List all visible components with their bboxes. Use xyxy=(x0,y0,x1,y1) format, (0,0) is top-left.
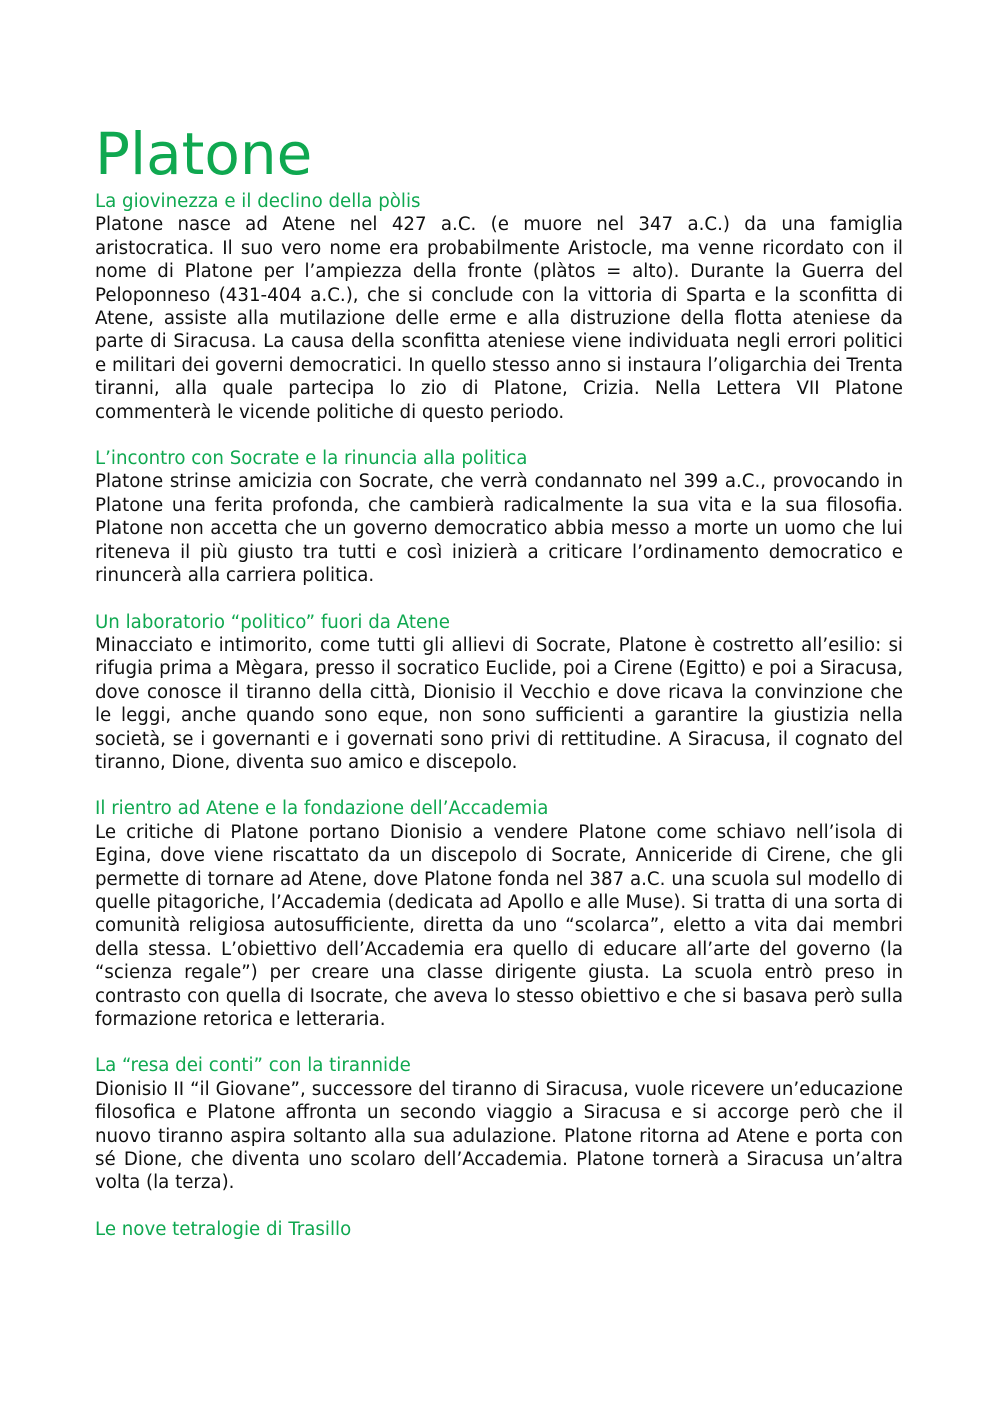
section-heading: La “resa dei conti” con la tirannide xyxy=(95,1055,411,1077)
section-paragraph: Platone nasce ad Atene nel 427 a.C. (e muore nel 347 a.C.) da una famiglia aristocratica. Il suo vero nome era probabilmente Aristocle, ma venne ricordato con il nome di Platone per l’ampiezza della fronte (plàtos = alto). Durante la Guerra del Peloponneso (431-404 a.C.), che si conclude con la vittoria di Sparta e la sconfitta di Atene, assiste alla mutilazione delle erme e alla distruzione della flotta ateniese da parte di Siracusa. La causa della sconfitta ateniese viene individuata negli errori politici e militari dei governi democratici. In quello stesso anno si instaura l’oligarchia dei Trenta tiranni, alla quale partecipa lo zio di Platone, Crizia. Nella Lettera VII Platone commenterà le vicende politiche di questo periodo. xyxy=(95,214,903,423)
section-heading: Le nove tetralogie di Trasillo xyxy=(95,1218,352,1240)
section-accademia xyxy=(95,797,903,1031)
section-laboratorio xyxy=(95,611,903,775)
section-tirannide xyxy=(95,1054,903,1194)
section-socrate xyxy=(95,447,903,587)
section-heading: La giovinezza e il declino della pòlis xyxy=(95,191,421,212)
page-title: Platone xyxy=(95,120,313,188)
section-paragraph: Minacciato e intimorito, come tutti gli allievi di Socrate, Platone è costretto all’esilio: si rifugia prima a Mègara, presso il socratico Euclide, poi a Cirene (Egitto) e poi a Siracusa, dove conosce il tiranno della città, Dionisio il Vecchio e dove ricava la convinzione che le leggi, anche quando sono eque, non sono sufficienti a garantire la giustizia nella società, se i governanti e i governati sono privi di rettitudine. A Siracusa, il cognato del tiranno, Dione, diventa suo amico e discepolo. xyxy=(95,634,903,773)
section-paragraph: Le critiche di Platone portano Dionisio a vendere Platone come schiavo nell’isola di Egina, dove viene riscattato da un discepolo di Socrate, Anniceride di Cirene, che gli permette di tornare ad Atene, dove Platone fonda nel 387 a.C. una scuola sul modello di quelle pitagoriche, l’Accademia (dedicata ad Apollo e alle Muse). Si tratta di una sorta di comunità religiosa autosufficiente, diretta da uno “scolarca”, eletto a vita dai membri della stessa. L’obiettivo dell’Accademia era quello di educare all’arte del governo (la “scienza regale”) per creare una classe dirigente giusta. La scuola entrò preso in contrasto con quella di Isocrate, che aveva lo stesso obiettivo e che si basava però sulla formazione retorica e letteraria. xyxy=(95,821,903,1030)
section-heading: Il rientro ad Atene e la fondazione dell’Accademia xyxy=(95,798,549,820)
document-page xyxy=(95,118,903,1241)
section-giovinezza xyxy=(95,190,903,424)
section-heading: L’incontro con Socrate e la rinuncia alla politica xyxy=(95,448,528,470)
section-tetralogie xyxy=(95,1218,903,1241)
section-paragraph: Dionisio II “il Giovane”, successore del tiranno di Siracusa, vuole ricevere un’educazione filosofica e Platone affronta un secondo viaggio a Siracusa e si accorge però che il nuovo tiranno aspira soltanto alla sua adulazione. Platone ritorna ad Atene e porta con sé Dione, che diventa uno scolaro dell’Accademia. Platone tornerà a Siracusa un’altra volta (la terza). xyxy=(95,1078,903,1194)
section-heading: Un laboratorio “politico” fuori da Atene xyxy=(95,611,450,633)
section-paragraph: Platone strinse amicizia con Socrate, che verrà condannato nel 399 a.C., provocando in Platone una ferita profonda, che cambierà radicalmente la sua vita e la sua filosofia. Platone non accetta che un governo democratico abbia messo a morte un uomo che lui riteneva il più giusto tra tutti e così inizierà a criticare l’ordinamento democratico e rinuncerà alla carriera politica. xyxy=(95,471,903,587)
